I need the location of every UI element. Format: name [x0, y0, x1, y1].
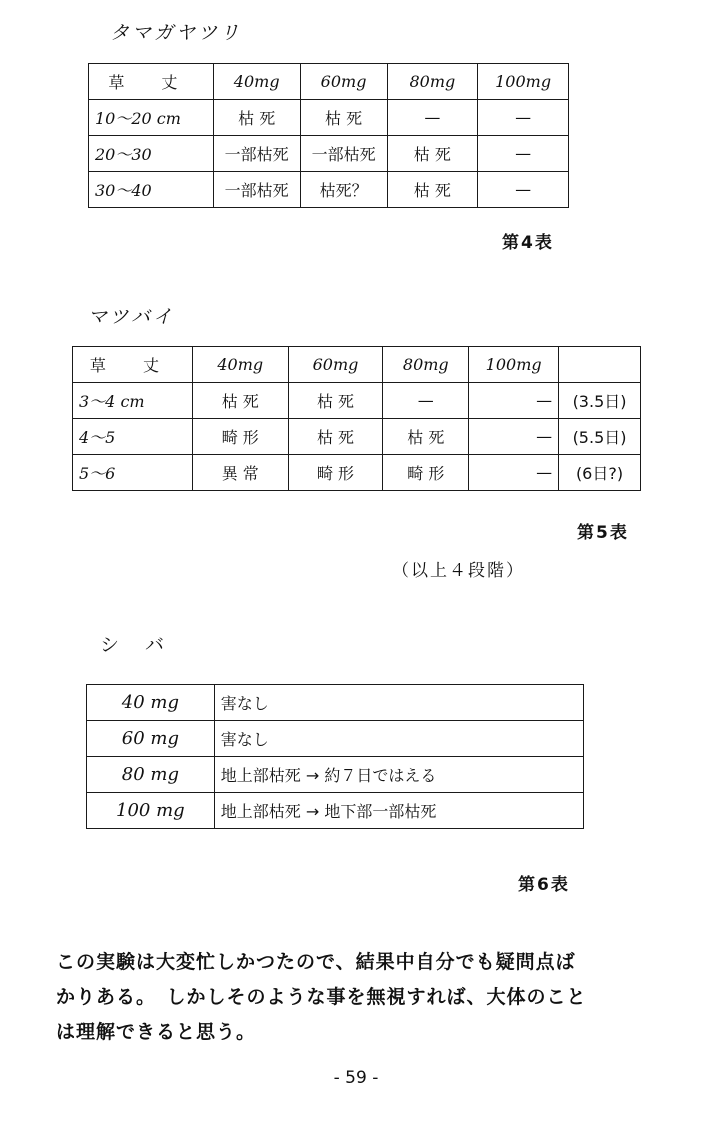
header-cell: 60mg — [300, 64, 387, 100]
header-cell: 40mg — [213, 64, 300, 100]
table-cell: 20～30 — [89, 136, 214, 172]
table-row — [89, 172, 569, 208]
table-cell: — — [478, 136, 569, 172]
table-cell: 一部枯死 — [300, 136, 387, 172]
table-cell: 害なし — [214, 721, 583, 757]
table-row — [89, 100, 569, 136]
table-cell: 一部枯死 — [213, 136, 300, 172]
paragraph-line: この実験は大変忙しかつたので、結果中自分でも疑問点ば — [56, 951, 576, 973]
table-cell: 5～6 — [73, 455, 193, 491]
header-cell: 40mg — [192, 347, 288, 383]
table-header-row — [89, 64, 569, 100]
table-cell: 枯 死 — [192, 383, 288, 419]
table6 — [86, 684, 584, 829]
table-cell: 枯 死 — [213, 100, 300, 136]
table-cell: (5.5日) — [559, 419, 641, 455]
header-cell: 100mg — [478, 64, 569, 100]
page-number: - 59 - — [333, 1068, 379, 1088]
table6-title: シ バ — [100, 634, 175, 656]
table5-note: （以上４段階） — [392, 561, 525, 581]
table-cell: 枯 死 — [387, 136, 478, 172]
table4-title: タマガヤツリ — [110, 22, 243, 44]
table-cell: 枯死？ — [300, 172, 387, 208]
table-cell: 枯 死 — [387, 172, 478, 208]
table-cell: 80 mg — [87, 757, 215, 793]
table-cell: 30～40 — [89, 172, 214, 208]
paragraph-line: かりある。 しかしそのような事を無視すれば、大体のこと — [56, 986, 587, 1008]
table-cell: 害なし — [214, 685, 583, 721]
table-cell: 枯 死 — [383, 419, 469, 455]
table-row — [73, 455, 641, 491]
table-row — [73, 419, 641, 455]
table-cell: 畸 形 — [192, 419, 288, 455]
header-cell: 草 丈 — [73, 347, 193, 383]
header-cell: 100mg — [469, 347, 559, 383]
table-cell: 枯 死 — [288, 419, 383, 455]
header-cell: 80mg — [387, 64, 478, 100]
paragraph-line: は理解できると思う。 — [56, 1021, 257, 1043]
table-cell: 一部枯死 — [213, 172, 300, 208]
table-cell: 60 mg — [87, 721, 215, 757]
table-cell: 40 mg — [87, 685, 215, 721]
table-cell: 異 常 — [192, 455, 288, 491]
header-cell: 草 丈 — [89, 64, 214, 100]
table-row — [73, 383, 641, 419]
table-row — [87, 757, 584, 793]
table4-caption: 第4表 — [502, 233, 554, 253]
table-cell: 4～5 — [73, 419, 193, 455]
header-cell: 80mg — [383, 347, 469, 383]
table-cell: — — [478, 100, 569, 136]
table6-caption: 第6表 — [518, 875, 570, 895]
table-cell: 3～4 cm — [73, 383, 193, 419]
table-cell: 畸 形 — [288, 455, 383, 491]
table-cell: 地上部枯死 → 約７日ではえる — [214, 757, 583, 793]
body-paragraph — [56, 945, 676, 1050]
table-cell: 地上部枯死 → 地下部一部枯死 — [214, 793, 583, 829]
table-header-row — [73, 347, 641, 383]
table-cell: 枯 死 — [288, 383, 383, 419]
table-cell: (3.5日) — [559, 383, 641, 419]
table-cell: (6日?) — [559, 455, 641, 491]
table-cell: — — [469, 455, 559, 491]
table-row — [87, 685, 584, 721]
table5 — [72, 346, 641, 491]
table-row — [87, 793, 584, 829]
table-cell: 枯 死 — [300, 100, 387, 136]
table-cell: — — [387, 100, 478, 136]
table-cell: 畸 形 — [383, 455, 469, 491]
table-cell: — — [383, 383, 469, 419]
table-cell: 10～20 cm — [89, 100, 214, 136]
table-cell: — — [478, 172, 569, 208]
table4 — [88, 63, 569, 208]
table-cell: — — [469, 383, 559, 419]
table-row — [87, 721, 584, 757]
table-row — [89, 136, 569, 172]
header-cell — [559, 347, 641, 383]
table-cell: 100 mg — [87, 793, 215, 829]
table-cell: — — [469, 419, 559, 455]
header-cell: 60mg — [288, 347, 383, 383]
table5-caption: 第5表 — [577, 523, 629, 543]
table5-title: マツバイ — [88, 306, 176, 328]
